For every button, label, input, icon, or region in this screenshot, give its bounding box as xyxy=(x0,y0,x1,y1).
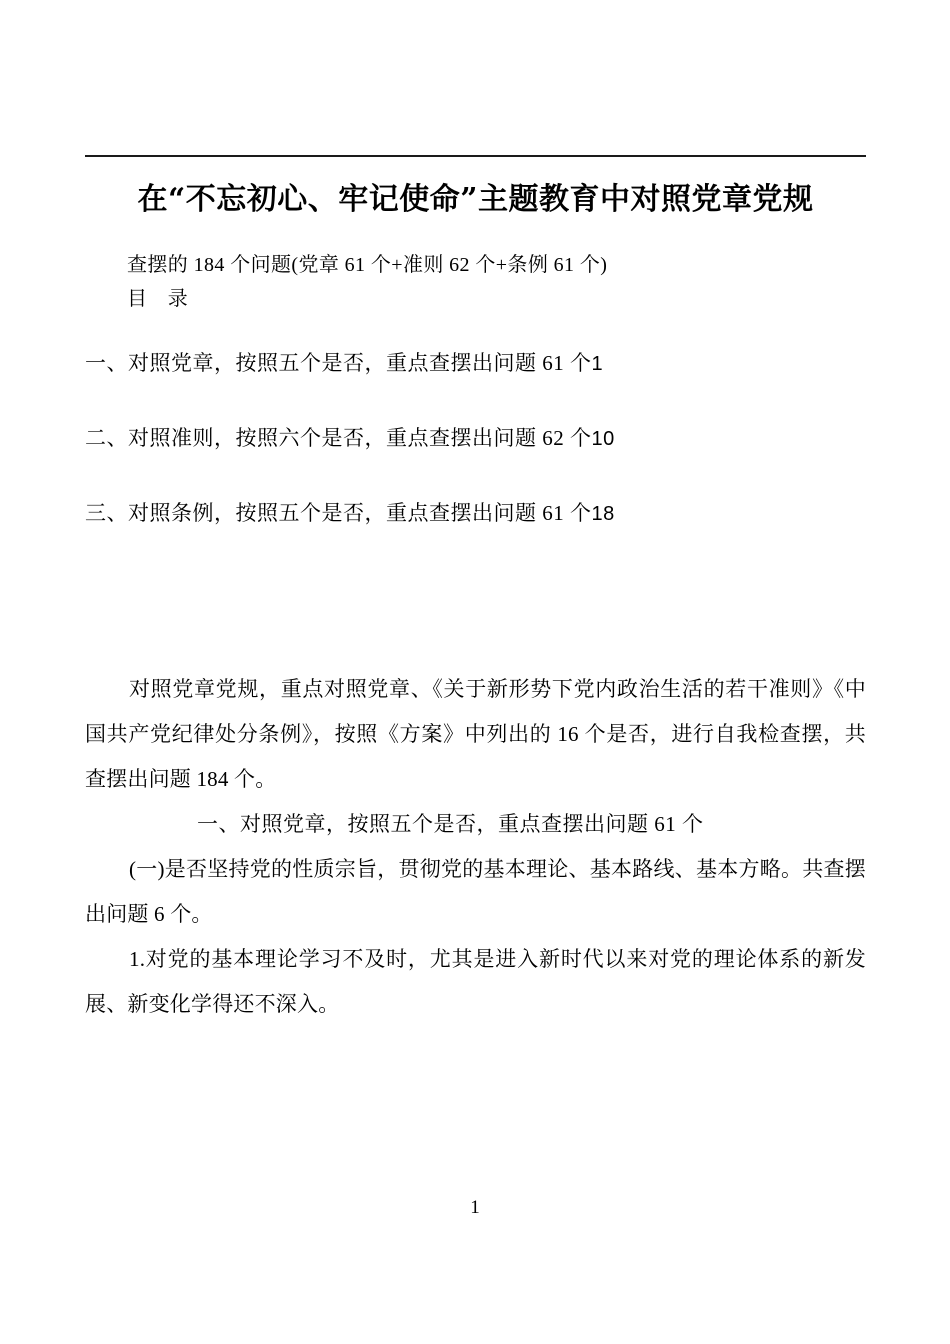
toc-item-1-label: 一、对照党章，按照五个是否，重点查摆出问题 61 个 xyxy=(85,351,592,375)
toc-item-3-label: 三、对照条例，按照五个是否，重点查摆出问题 61 个 xyxy=(85,501,592,525)
problem-count-line: 查摆的 184 个问题(党章 61 个+准则 62 个+条例 61 个) xyxy=(127,254,608,276)
toc-item-1[interactable] xyxy=(85,350,866,377)
section-heading-one: 一、对照党章，按照五个是否，重点查摆出问题 61 个 xyxy=(197,812,704,836)
footer-page-number: 1 xyxy=(470,1197,480,1218)
document-content xyxy=(85,178,866,1027)
toc-item-1-page: 1 xyxy=(591,353,604,375)
table-of-contents xyxy=(85,350,866,527)
toc-item-3-page: 18 xyxy=(591,503,615,525)
subtitle-block xyxy=(85,248,866,316)
toc-item-2[interactable] xyxy=(85,425,866,452)
toc-item-2-label: 二、对照准则，按照六个是否，重点查摆出问题 62 个 xyxy=(85,426,592,450)
toc-heading: 目 录 xyxy=(127,288,189,310)
document-body xyxy=(85,667,866,1027)
header-divider xyxy=(85,155,866,157)
subsection-paragraph-a: (一)是否坚持党的性质宗旨，贯彻党的基本理论、基本路线、基本方略。共查摆出问题 6 个。 xyxy=(85,857,866,926)
page-title: 在“不忘初心、牢记使命”主题教育中对照党章党规 xyxy=(137,182,814,217)
numbered-item-1: 1.对党的基本理论学习不及时，尤其是进入新时代以来对党的理论体系的新发展、新变化学得还不深入。 xyxy=(85,947,866,1016)
toc-item-2-page: 10 xyxy=(591,428,615,450)
intro-paragraph: 对照党章党规，重点对照党章、《关于新形势下党内政治生活的若干准则》《中国共产党纪律处分条例》，按照《方案》中列出的 16 个是否，进行自我检查摆，共查摆出问题 184 个。 xyxy=(85,677,866,791)
toc-item-3[interactable] xyxy=(85,500,866,527)
